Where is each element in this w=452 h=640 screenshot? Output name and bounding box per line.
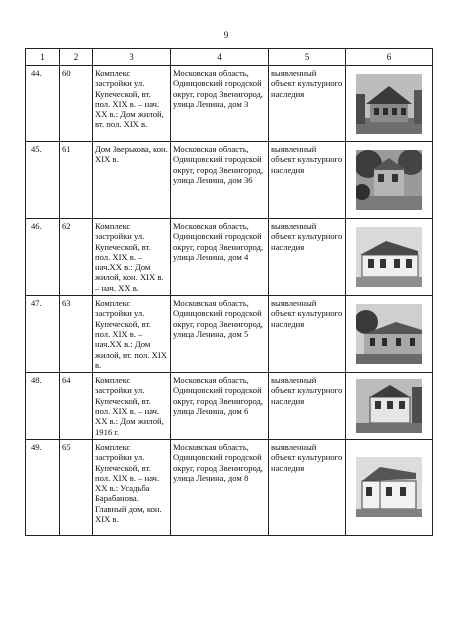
table-row: [26, 439, 433, 535]
object-name: Комплекс застройки ул. Купеческой, вт. пол. XIX в. – нач. XX в.: Дом жилой, 1916 г.: [93, 373, 171, 440]
object-id: 62: [60, 219, 93, 296]
photo-cell: [346, 66, 433, 142]
object-status: выявленный объект культурного наследия: [269, 142, 346, 219]
object-id: 61: [60, 142, 93, 219]
header-cell: 1: [26, 49, 60, 66]
photo-cell: [346, 296, 433, 373]
object-address: Московская область, Одинцовский городской округ, город Звенигород, улица Ленина, дом 6: [171, 373, 269, 440]
photo-cell: [346, 373, 433, 440]
object-status: выявленный объект культурного наследия: [269, 296, 346, 373]
building-photo-icon: [356, 379, 422, 433]
table-row: [26, 219, 433, 296]
header-cell: 6: [346, 49, 433, 66]
row-number: 48.: [26, 373, 60, 440]
object-name: Дом Зверькова, кон. XIX в.: [93, 142, 171, 219]
object-status: выявленный объект культурного наследия: [269, 219, 346, 296]
row-number: 49.: [26, 439, 60, 535]
object-name: Комплекс застройки ул. Купеческой, вт. пол. XIX в. – нач.XX в.: Дом жилой, вт. пол. XIX в.: [93, 296, 171, 373]
building-photo-icon: [356, 457, 422, 517]
row-number: 47.: [26, 296, 60, 373]
object-name: Комплекс застройки ул. Купеческой, вт. пол. XIX в. – нач. XX в.: Усадьба Барабанова. Главный дом, кон. XIX в.: [93, 439, 171, 535]
row-number: 44.: [26, 66, 60, 142]
table-row: [26, 142, 433, 219]
building-photo-icon: [356, 304, 422, 364]
object-status: выявленный объект культурного наследия: [269, 439, 346, 535]
object-status: выявленный объект культурного наследия: [269, 373, 346, 440]
object-address: Московская область, Одинцовский городской округ, город Звенигород, улица Ленина, дом 8: [171, 439, 269, 535]
object-id: 64: [60, 373, 93, 440]
object-name: Комплекс застройки ул. Купеческой, вт. пол. XIX в. – нач. XX в.: Дом жилой, вт. пол. XIX в.: [93, 66, 171, 142]
photo-cell: [346, 439, 433, 535]
row-number: 46.: [26, 219, 60, 296]
building-photo-icon: [356, 74, 422, 134]
header-cell: 2: [60, 49, 93, 66]
object-id: 63: [60, 296, 93, 373]
table-row: [26, 66, 433, 142]
object-address: Московская область, Одинцовский городской округ, город Звенигород, улица Ленина, дом 36: [171, 142, 269, 219]
object-address: Московская область, Одинцовский городской округ, город Звенигород, улица Ленина, дом 4: [171, 219, 269, 296]
header-cell: 3: [93, 49, 171, 66]
building-photo-icon: [356, 227, 422, 287]
object-address: Московская область, Одинцовский городской округ, город Звенигород, улица Ленина, дом 5: [171, 296, 269, 373]
header-cell: 4: [171, 49, 269, 66]
object-status: выявленный объект культурного наследия: [269, 66, 346, 142]
header-row: [26, 49, 433, 66]
table-row: [26, 373, 433, 440]
heritage-table: [25, 48, 433, 536]
object-id: 60: [60, 66, 93, 142]
object-id: 65: [60, 439, 93, 535]
photo-cell: [346, 142, 433, 219]
building-photo-icon: [356, 150, 422, 210]
row-number: 45.: [26, 142, 60, 219]
photo-cell: [346, 219, 433, 296]
object-address: Московская область, Одинцовский городской округ, город Звенигород, улица Ленина, дом 3: [171, 66, 269, 142]
table-row: [26, 296, 433, 373]
page-number: 9: [223, 30, 229, 40]
header-cell: 5: [269, 49, 346, 66]
object-name: Комплекс застройки ул. Купеческой, вт. пол. XIX в. – нач.XX в.: Дом жилой, кон. XIX в. – нач. XX в.: [93, 219, 171, 296]
